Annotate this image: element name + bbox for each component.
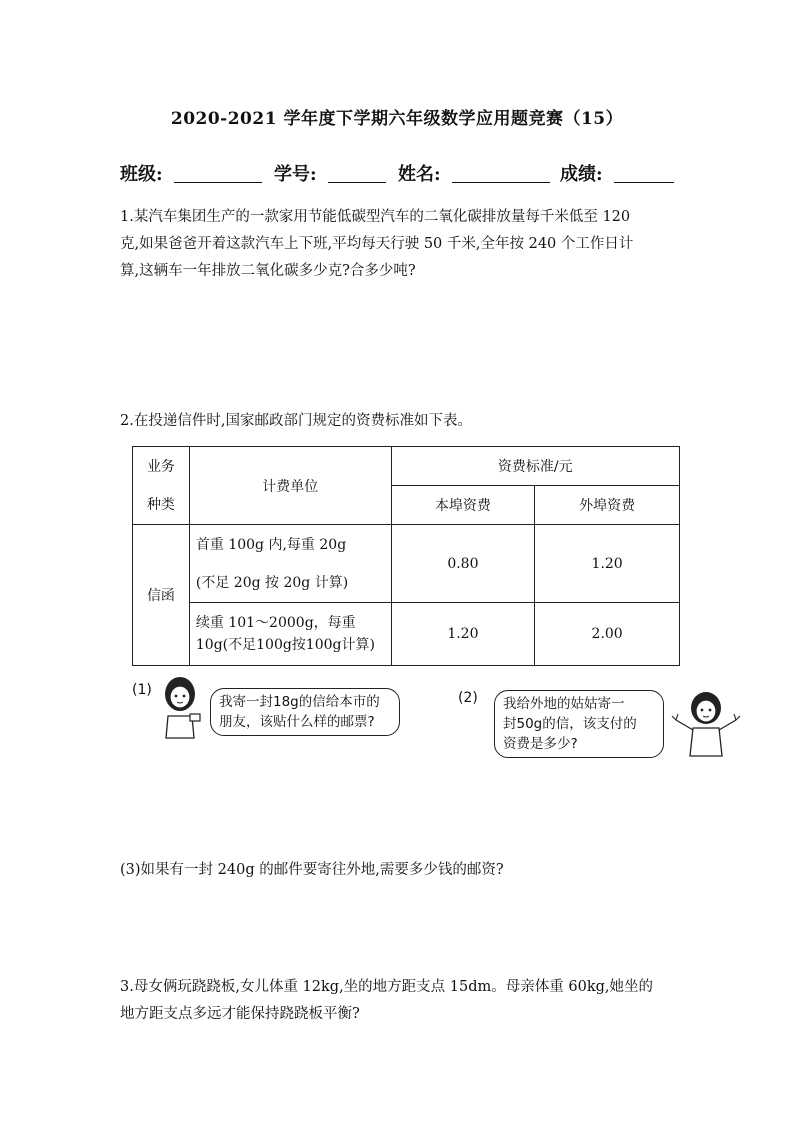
- subquestion-1-speech-bubble: 我寄一封18g的信给本市的 朋友，该贴什么样的邮票?: [210, 688, 400, 736]
- question-1-line: 1.某汽车集团生产的一款家用节能低碳型汽车的二氧化碳排放量每千米低至 120: [120, 209, 631, 225]
- class-label: 班级:: [120, 164, 163, 185]
- question-2-intro: 2.在投递信件时,国家邮政部门规定的资费标准如下表。: [120, 413, 472, 429]
- student-id-label: 学号:: [274, 164, 317, 185]
- question-1-line: 算,这辆车一年排放二氧化碳多少克?合多少吨?: [120, 263, 416, 279]
- score-blank: [614, 182, 674, 183]
- unit-cell: 续重 101～2000g，每重 10g(不足100g按100g计算): [189, 602, 391, 665]
- question-3-line: 地方距支点多远才能保持跷跷板平衡?: [120, 1006, 360, 1022]
- student-id-blank: [328, 182, 386, 183]
- header-business-type: 业务 种类: [133, 447, 190, 525]
- name-label: 姓名:: [398, 164, 441, 185]
- remote-fee-cell: 1.20: [535, 525, 680, 602]
- local-fee-cell: 1.20: [391, 602, 535, 665]
- header-local-fee: 本埠资费: [391, 486, 535, 525]
- kind-letter: 信函: [133, 525, 190, 666]
- subquestion-2-speech-bubble: 我给外地的姑姑寄一 封50g的信，该支付的 资费是多少?: [494, 690, 664, 758]
- question-3: [120, 974, 690, 1028]
- unit-cell: 首重 100g 内,每重 20g (不足 20g 按 20g 计算): [189, 525, 391, 602]
- girl-waving-illustration-icon: [666, 688, 746, 758]
- question-3-line: 3.母女俩玩跷跷板,女儿体重 12kg,坐的地方距支点 15dm。母亲体重 60kg,她坐的: [120, 979, 654, 995]
- class-blank: [174, 182, 262, 183]
- student-info-line: [120, 160, 680, 186]
- postage-fee-table: [132, 446, 680, 666]
- question-1: [120, 204, 690, 285]
- header-remote-fee: 外埠资费: [535, 486, 680, 525]
- local-fee-cell: 0.80: [391, 525, 535, 602]
- header-fee-standard: 资费标准/元: [391, 447, 679, 486]
- subquestion-3: (3)如果有一封 240g 的邮件要寄往外地,需要多少钱的邮资?: [120, 862, 504, 878]
- name-blank: [452, 182, 550, 183]
- question-1-line: 克,如果爸爸开着这款汽车上下班,平均每天行驶 50 千米,全年按 240 个工作日计: [120, 236, 634, 252]
- subquestion-1-label: (1): [132, 682, 152, 698]
- subquestion-2-label: (2): [458, 690, 478, 706]
- girl-illustration-icon: [154, 672, 206, 740]
- remote-fee-cell: 2.00: [535, 602, 680, 665]
- score-label: 成绩:: [560, 164, 603, 185]
- page-title: 2020-2021 学年度下学期六年级数学应用题竞赛（15）: [170, 109, 624, 129]
- header-billing-unit: 计费单位: [189, 447, 391, 525]
